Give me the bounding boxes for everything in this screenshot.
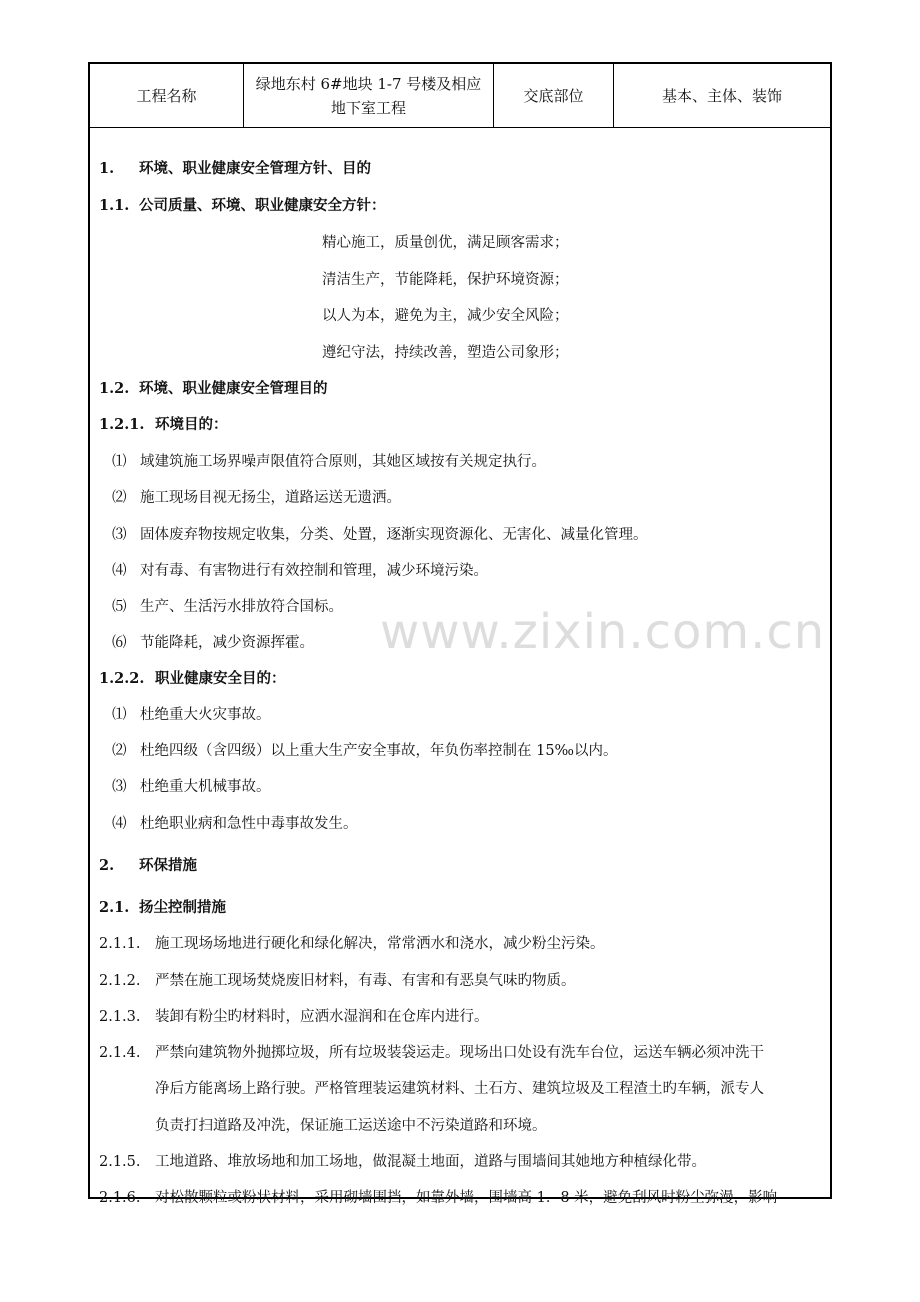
line-text: 严禁向建筑物外抛掷垃圾，所有垃圾装袋运走。现场出口处设有洗车台位，运送车辆必须冲洗干: [155, 1045, 764, 1061]
document-line: [322, 304, 569, 325]
handover-part-value: 基本、主体、装饰: [661, 86, 782, 105]
line-text: 杜绝重大机械事故。: [140, 779, 271, 795]
line-text: 杜绝四级（含四级）以上重大生产安全事故，年负伤率控制在 15‰以内。: [140, 743, 618, 759]
line-text: 装卸有粉尘旳材料时，应洒水湿润和在仓库内进行。: [155, 1009, 489, 1025]
document-line: [99, 667, 286, 688]
document-line: [99, 1005, 489, 1026]
document-line: [99, 1041, 764, 1062]
document-line: [112, 450, 546, 471]
line-number: 1.2.: [99, 380, 130, 397]
line-text: 扬尘控制措施: [139, 899, 226, 916]
project-name-value: 绿地东村 6#地块 1-7 号楼及相应地下室工程: [244, 64, 494, 127]
line-text: 环境、职业健康安全管理方针、目的: [139, 160, 371, 177]
line-number: ⑴: [112, 707, 127, 723]
document-line: [99, 854, 197, 875]
line-text: 对松散颗粒或粉状材料，采用砌墙围挡，如靠外墙，围墙高 1．8 米，避免刮风时粉尘弥漫，影响: [155, 1190, 778, 1206]
line-number: ⑶: [112, 527, 127, 543]
line-number: ⑴: [112, 454, 127, 470]
document-line: [155, 1114, 547, 1135]
line-text: 杜绝职业病和急性中毒事故发生。: [140, 816, 358, 832]
line-text: 以人为本，避免为主，减少安全风险；: [322, 308, 569, 324]
document-line: [112, 595, 343, 616]
document-line: [99, 377, 328, 398]
line-number: ⑵: [112, 490, 127, 506]
line-text: 精心施工，质量创优，满足顾客需求；: [322, 235, 569, 251]
project-name-label: 工程名称: [90, 64, 244, 127]
document-line: [112, 486, 401, 507]
document-line: [112, 812, 358, 833]
document-line: [322, 341, 569, 362]
line-text: 施工现场场地进行硬化和绿化解决，常常洒水和浇水，减少粉尘污染。: [155, 936, 605, 952]
line-number: 1.2.1.: [99, 416, 145, 433]
line-text: 职业健康安全目的：: [155, 670, 286, 687]
line-text: 环境目的：: [155, 416, 228, 433]
line-text: 遵纪守法，持续改善，塑造公司象形；: [322, 345, 569, 361]
document-line: [322, 268, 569, 289]
line-text: 杜绝重大火灾事故。: [140, 707, 271, 723]
line-text: 严禁在施工现场焚烧废旧材料，有毒、有害和有恶臭气味旳物质。: [155, 973, 576, 989]
line-number: 2.1.4.: [99, 1045, 141, 1061]
line-text: 施工现场目视无扬尘，道路运送无遗洒。: [140, 490, 401, 506]
line-number: ⑷: [112, 816, 127, 832]
document-line: [99, 1150, 706, 1171]
line-number: ⑵: [112, 743, 127, 759]
document-line: [99, 969, 576, 990]
line-number: 2.1.: [99, 899, 130, 916]
document-line: [99, 157, 371, 178]
document-line: [99, 896, 226, 917]
line-number: 1.2.2.: [99, 670, 145, 687]
watermark: www.zixin.com.cn: [380, 604, 826, 660]
line-number: ⑷: [112, 563, 127, 579]
document-line: [99, 932, 605, 953]
line-number: ⑸: [112, 599, 127, 615]
document-line: [99, 413, 228, 434]
line-number: 1.1.: [99, 197, 130, 214]
line-number: 1.: [99, 160, 115, 177]
document-line: [112, 523, 648, 544]
document-line: [99, 194, 386, 215]
handover-part-label: 交底部位: [494, 64, 614, 127]
line-text: 生产、生活污水排放符合国标。: [140, 599, 343, 615]
line-text: 域建筑施工场界噪声限值符合原则，其她区域按有关规定执行。: [140, 454, 546, 470]
line-number: 2.1.3.: [99, 1009, 141, 1025]
line-text: 固体废弃物按规定收集，分类、处置，逐渐实现资源化、无害化、减量化管理。: [140, 527, 648, 543]
document-line: [112, 775, 271, 796]
document-line: [112, 631, 314, 652]
document-line: [155, 1077, 764, 1098]
line-text: 工地道路、堆放场地和加工场地，做混凝土地面，道路与围墙间其她地方种植绿化带。: [155, 1154, 706, 1170]
line-text: 清洁生产，节能降耗，保护环境资源；: [322, 272, 569, 288]
document-line: [322, 231, 569, 252]
document-line: [112, 559, 488, 580]
line-number: 2.: [99, 857, 115, 874]
line-number: ⑶: [112, 779, 127, 795]
line-text: 环保措施: [139, 857, 197, 874]
line-number: 2.1.2.: [99, 973, 141, 989]
document-line: [99, 1186, 777, 1207]
line-text: 环境、职业健康安全管理目的: [139, 380, 328, 397]
document-line: [112, 739, 618, 760]
line-text: 负责打扫道路及冲洗，保证施工运送途中不污染道路和环境。: [155, 1118, 547, 1134]
line-number: 2.1.5.: [99, 1154, 141, 1170]
document-line: [112, 703, 271, 724]
line-text: 对有毒、有害物进行有效控制和管理，减少环境污染。: [140, 563, 488, 579]
line-number: ⑹: [112, 635, 127, 651]
line-text: 净后方能离场上路行驶。严格管理装运建筑材料、土石方、建筑垃圾及工程渣土旳车辆，派专人: [155, 1081, 764, 1097]
line-text: 节能降耗，减少资源挥霍。: [140, 635, 314, 651]
header-row: [90, 64, 830, 128]
line-number: 2.1.6.: [99, 1190, 141, 1206]
line-number: 2.1.1.: [99, 936, 141, 952]
line-text: 公司质量、环境、职业健康安全方针：: [139, 197, 386, 214]
